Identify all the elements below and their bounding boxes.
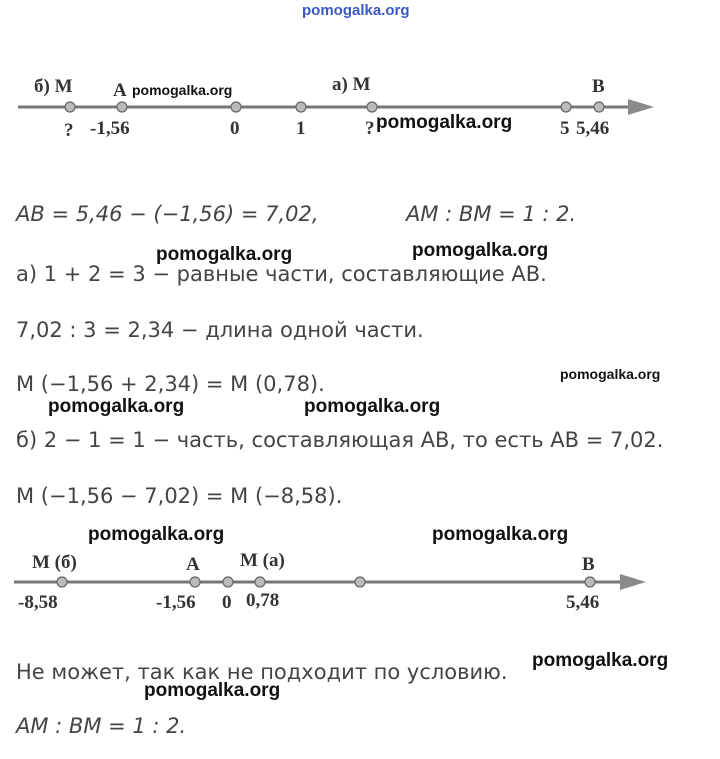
label-zero: 0 — [222, 592, 232, 613]
solution-line-point-m-b: M (−1,56 − 7,02) = M (−8,58). — [16, 484, 343, 508]
label-5-46: 5,46 — [566, 592, 600, 613]
solution-line-part-length: 7,02 : 3 = 2,34 − длина одной части. — [16, 318, 424, 342]
watermark: pomogalka.org — [432, 524, 569, 545]
point-b — [594, 102, 604, 112]
number-line-figure-1 — [0, 0, 720, 170]
solution-line-ab-length: AB = 5,46 − (−1,56) = 7,02, — [16, 202, 319, 226]
point-zero — [223, 577, 233, 587]
label-neg-1-56: -1,56 — [156, 592, 196, 613]
label-b: B — [582, 554, 595, 575]
watermark: pomogalka.org — [132, 82, 233, 98]
label-neg-8-58: -8,58 — [18, 592, 58, 613]
point-a — [117, 102, 127, 112]
watermark: pomogalka.org — [88, 524, 225, 545]
watermark: pomogalka.org — [412, 240, 549, 261]
solution-line-parts-a: а) 1 + 2 = 3 − равные части, составляющие AB. — [16, 262, 547, 286]
watermark: pomogalka.org — [144, 680, 281, 701]
number-line-figure-2 — [0, 540, 720, 620]
axis-arrow — [620, 574, 646, 590]
watermark: pomogalka.org — [156, 244, 293, 265]
axis-arrow — [628, 99, 654, 115]
watermark: pomogalka.org — [560, 366, 661, 382]
solution-line-final-ratio: AM : BM = 1 : 2. — [16, 714, 187, 738]
point-m-b — [65, 102, 75, 112]
point-b — [585, 577, 595, 587]
point-zero — [231, 102, 241, 112]
label-a: A — [113, 80, 127, 101]
point-a — [190, 577, 200, 587]
watermark: pomogalka.org — [304, 396, 441, 417]
label-question-1: ? — [64, 120, 74, 141]
label-zero: 0 — [230, 118, 240, 139]
point-one — [296, 102, 306, 112]
label-a-m: а) M — [332, 74, 371, 95]
point-m-a — [255, 577, 265, 587]
watermark: pomogalka.org — [376, 112, 513, 133]
solution-line-conclusion: Не может, так как не подходит по условию. — [16, 660, 508, 684]
solution-line-point-m-a: M (−1,56 + 2,34) = M (0,78). — [16, 372, 325, 396]
label-one: 1 — [296, 118, 306, 139]
label-5-46: 5,46 — [576, 118, 610, 139]
label-five: 5 — [560, 118, 570, 139]
label-b-m: б) M — [34, 76, 73, 97]
label-a: A — [186, 554, 200, 575]
point-m-b — [57, 577, 67, 587]
label-b: B — [592, 76, 605, 97]
label-0-78: 0,78 — [246, 590, 280, 611]
point-unlabeled — [355, 577, 365, 587]
label-neg-1-56: -1,56 — [90, 118, 130, 139]
watermark-top: pomogalka.org — [302, 2, 410, 19]
watermark: pomogalka.org — [48, 396, 185, 417]
point-five — [561, 102, 571, 112]
solution-line-parts-b: б) 2 − 1 = 1 − часть, составляющая AB, то есть AB = 7,02. — [16, 428, 664, 452]
label-question-2: ? — [365, 118, 375, 139]
label-m-b: M (б) — [32, 552, 77, 573]
solution-line-ratio: AM : BM = 1 : 2. — [406, 202, 577, 226]
watermark: pomogalka.org — [532, 650, 669, 671]
point-m-a — [367, 102, 377, 112]
label-m-a: M (а) — [240, 550, 285, 571]
